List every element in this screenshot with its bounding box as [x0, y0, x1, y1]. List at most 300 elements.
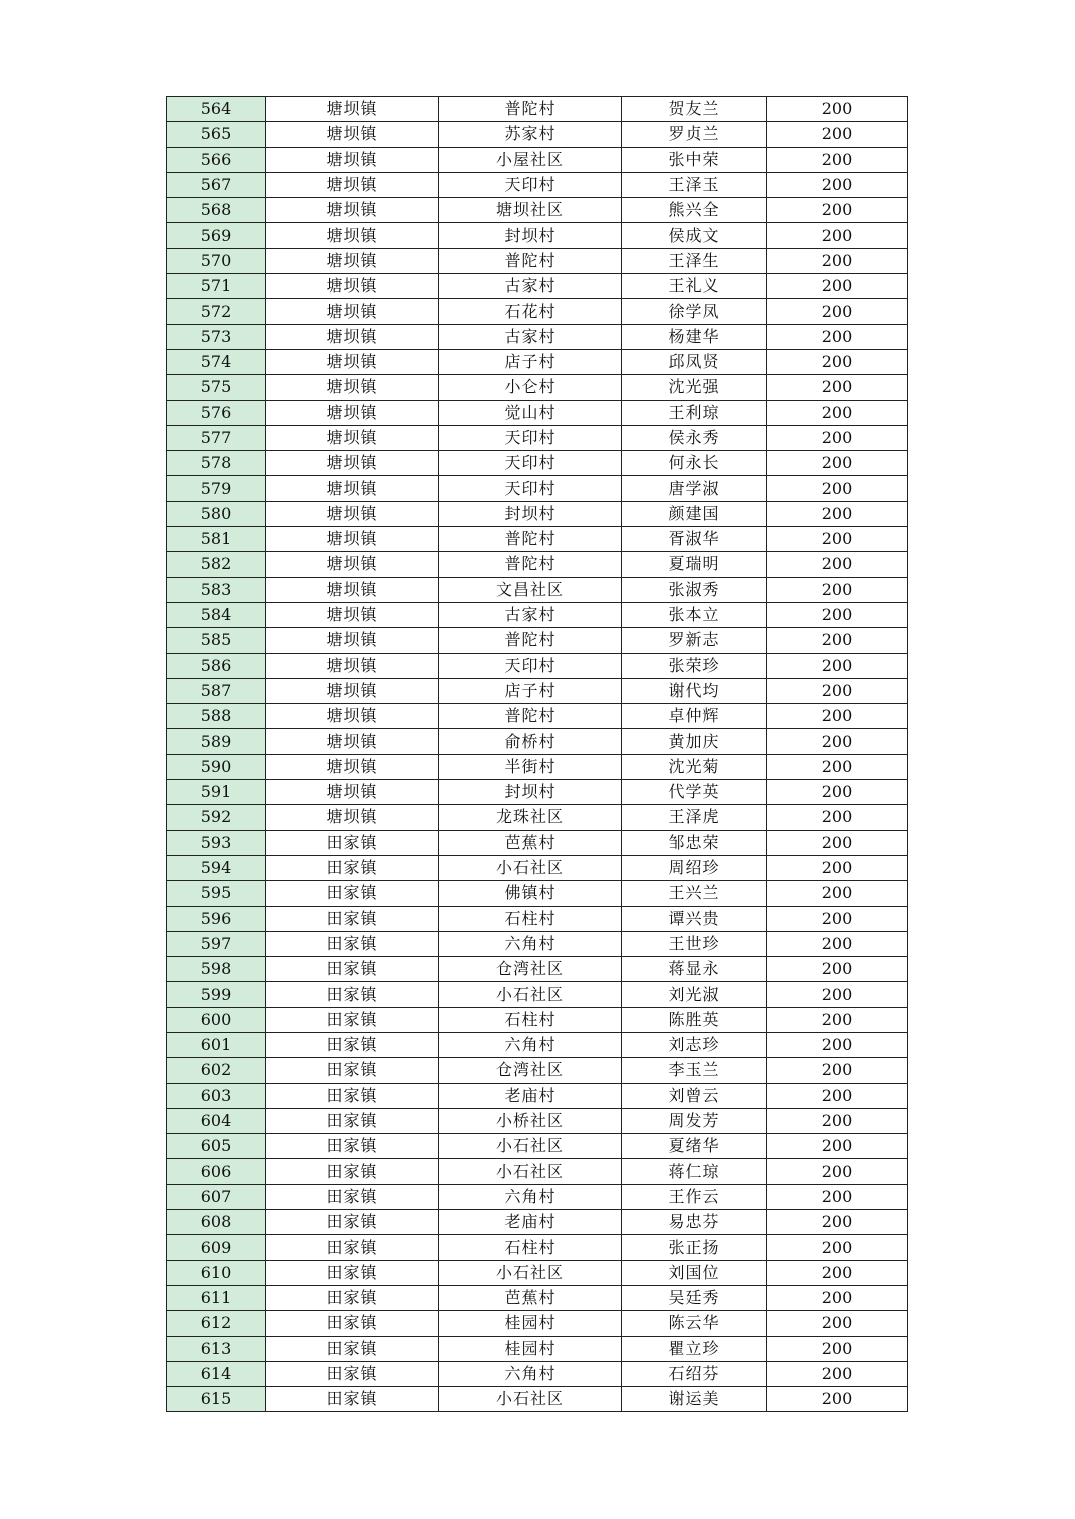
- town-cell: 塘坝镇: [266, 198, 439, 223]
- amount-cell: 200: [767, 198, 908, 223]
- row-index-cell: 603: [167, 1083, 266, 1108]
- village-cell: 桂园村: [439, 1336, 622, 1361]
- village-cell: 天印村: [439, 425, 622, 450]
- town-cell: 塘坝镇: [266, 122, 439, 147]
- table-row: [167, 602, 908, 627]
- name-cell: 刘国位: [622, 1260, 767, 1285]
- village-cell: 文昌社区: [439, 577, 622, 602]
- village-cell: 小屋社区: [439, 147, 622, 172]
- row-index-cell: 610: [167, 1260, 266, 1285]
- name-cell: 侯成文: [622, 223, 767, 248]
- town-cell: 塘坝镇: [266, 501, 439, 526]
- table-row: [167, 754, 908, 779]
- name-cell: 王礼义: [622, 274, 767, 299]
- amount-cell: 200: [767, 1083, 908, 1108]
- amount-cell: 200: [767, 805, 908, 830]
- name-cell: 张中荣: [622, 147, 767, 172]
- village-cell: 小石社区: [439, 1134, 622, 1159]
- name-cell: 蒋显永: [622, 957, 767, 982]
- village-cell: 半街村: [439, 754, 622, 779]
- amount-cell: 200: [767, 1108, 908, 1133]
- row-index-cell: 577: [167, 425, 266, 450]
- row-index-cell: 598: [167, 957, 266, 982]
- name-cell: 颜建国: [622, 501, 767, 526]
- amount-cell: 200: [767, 147, 908, 172]
- row-index-cell: 582: [167, 552, 266, 577]
- town-cell: 塘坝镇: [266, 400, 439, 425]
- table-row: [167, 400, 908, 425]
- amount-cell: 200: [767, 1210, 908, 1235]
- name-cell: 陈胜英: [622, 1007, 767, 1032]
- table-row: [167, 1311, 908, 1336]
- table-row: [167, 172, 908, 197]
- town-cell: 塘坝镇: [266, 602, 439, 627]
- town-cell: 塘坝镇: [266, 324, 439, 349]
- amount-cell: 200: [767, 1159, 908, 1184]
- row-index-cell: 588: [167, 704, 266, 729]
- amount-cell: 200: [767, 1285, 908, 1310]
- town-cell: 塘坝镇: [266, 172, 439, 197]
- name-cell: 杨建华: [622, 324, 767, 349]
- town-cell: 塘坝镇: [266, 653, 439, 678]
- town-cell: 田家镇: [266, 1336, 439, 1361]
- name-cell: 徐学凤: [622, 299, 767, 324]
- row-index-cell: 595: [167, 881, 266, 906]
- town-cell: 塘坝镇: [266, 780, 439, 805]
- name-cell: 代学英: [622, 780, 767, 805]
- table-row: [167, 451, 908, 476]
- amount-cell: 200: [767, 274, 908, 299]
- row-index-cell: 584: [167, 602, 266, 627]
- table-row: [167, 704, 908, 729]
- name-cell: 夏绪华: [622, 1134, 767, 1159]
- amount-cell: 200: [767, 1134, 908, 1159]
- amount-cell: 200: [767, 729, 908, 754]
- town-cell: 田家镇: [266, 855, 439, 880]
- table-row: [167, 1260, 908, 1285]
- row-index-cell: 615: [167, 1387, 266, 1412]
- amount-cell: 200: [767, 425, 908, 450]
- town-cell: 田家镇: [266, 1108, 439, 1133]
- row-index-cell: 585: [167, 628, 266, 653]
- village-cell: 六角村: [439, 1361, 622, 1386]
- name-cell: 熊兴全: [622, 198, 767, 223]
- name-cell: 邹忠荣: [622, 830, 767, 855]
- name-cell: 王世珍: [622, 931, 767, 956]
- name-cell: 王泽生: [622, 248, 767, 273]
- row-index-cell: 580: [167, 501, 266, 526]
- table-row: [167, 274, 908, 299]
- table-row: [167, 1032, 908, 1057]
- amount-cell: 200: [767, 602, 908, 627]
- amount-cell: 200: [767, 1361, 908, 1386]
- row-index-cell: 578: [167, 451, 266, 476]
- row-index-cell: 593: [167, 830, 266, 855]
- amount-cell: 200: [767, 501, 908, 526]
- town-cell: 田家镇: [266, 1058, 439, 1083]
- table-row: [167, 223, 908, 248]
- amount-cell: 200: [767, 653, 908, 678]
- village-cell: 觉山村: [439, 400, 622, 425]
- row-index-cell: 566: [167, 147, 266, 172]
- town-cell: 田家镇: [266, 1387, 439, 1412]
- village-cell: 古家村: [439, 602, 622, 627]
- town-cell: 田家镇: [266, 1007, 439, 1032]
- table-row: [167, 855, 908, 880]
- town-cell: 田家镇: [266, 1361, 439, 1386]
- town-cell: 田家镇: [266, 881, 439, 906]
- row-index-cell: 568: [167, 198, 266, 223]
- amount-cell: 200: [767, 97, 908, 122]
- town-cell: 田家镇: [266, 1032, 439, 1057]
- table-row: [167, 628, 908, 653]
- table-row: [167, 1336, 908, 1361]
- table-row: [167, 552, 908, 577]
- amount-cell: 200: [767, 1260, 908, 1285]
- row-index-cell: 607: [167, 1184, 266, 1209]
- village-cell: 六角村: [439, 1032, 622, 1057]
- name-cell: 瞿立珍: [622, 1336, 767, 1361]
- table-row: [167, 147, 908, 172]
- town-cell: 塘坝镇: [266, 577, 439, 602]
- amount-cell: 200: [767, 552, 908, 577]
- village-cell: 古家村: [439, 274, 622, 299]
- table-row: [167, 349, 908, 374]
- village-cell: 芭蕉村: [439, 830, 622, 855]
- row-index-cell: 565: [167, 122, 266, 147]
- town-cell: 田家镇: [266, 1235, 439, 1260]
- name-cell: 卓仲辉: [622, 704, 767, 729]
- town-cell: 田家镇: [266, 1184, 439, 1209]
- village-cell: 封坝村: [439, 223, 622, 248]
- row-index-cell: 590: [167, 754, 266, 779]
- row-index-cell: 571: [167, 274, 266, 299]
- row-index-cell: 583: [167, 577, 266, 602]
- table-row: [167, 324, 908, 349]
- row-index-cell: 604: [167, 1108, 266, 1133]
- name-cell: 谭兴贵: [622, 906, 767, 931]
- table-row: [167, 1285, 908, 1310]
- name-cell: 吴廷秀: [622, 1285, 767, 1310]
- village-cell: 石柱村: [439, 1007, 622, 1032]
- amount-cell: 200: [767, 122, 908, 147]
- amount-cell: 200: [767, 577, 908, 602]
- row-index-cell: 600: [167, 1007, 266, 1032]
- town-cell: 塘坝镇: [266, 97, 439, 122]
- row-index-cell: 579: [167, 476, 266, 501]
- village-cell: 小石社区: [439, 1260, 622, 1285]
- town-cell: 塘坝镇: [266, 274, 439, 299]
- table-row: [167, 1108, 908, 1133]
- town-cell: 田家镇: [266, 1134, 439, 1159]
- table-row: [167, 1083, 908, 1108]
- table-row: [167, 1159, 908, 1184]
- village-cell: 普陀村: [439, 527, 622, 552]
- town-cell: 塘坝镇: [266, 375, 439, 400]
- amount-cell: 200: [767, 1184, 908, 1209]
- village-cell: 天印村: [439, 653, 622, 678]
- table-row: [167, 653, 908, 678]
- amount-cell: 200: [767, 223, 908, 248]
- table-row: [167, 501, 908, 526]
- town-cell: 塘坝镇: [266, 552, 439, 577]
- town-cell: 田家镇: [266, 931, 439, 956]
- table-row: [167, 881, 908, 906]
- amount-cell: 200: [767, 172, 908, 197]
- table-row: [167, 906, 908, 931]
- name-cell: 黄加庆: [622, 729, 767, 754]
- village-cell: 封坝村: [439, 780, 622, 805]
- row-index-cell: 587: [167, 678, 266, 703]
- town-cell: 塘坝镇: [266, 451, 439, 476]
- name-cell: 王利琼: [622, 400, 767, 425]
- town-cell: 塘坝镇: [266, 223, 439, 248]
- amount-cell: 200: [767, 982, 908, 1007]
- table-row: [167, 1210, 908, 1235]
- row-index-cell: 605: [167, 1134, 266, 1159]
- amount-cell: 200: [767, 906, 908, 931]
- amount-cell: 200: [767, 754, 908, 779]
- row-index-cell: 586: [167, 653, 266, 678]
- table-row: [167, 957, 908, 982]
- amount-cell: 200: [767, 1311, 908, 1336]
- village-cell: 普陀村: [439, 704, 622, 729]
- village-cell: 天印村: [439, 172, 622, 197]
- row-index-cell: 575: [167, 375, 266, 400]
- town-cell: 塘坝镇: [266, 805, 439, 830]
- name-cell: 王兴兰: [622, 881, 767, 906]
- name-cell: 沈光强: [622, 375, 767, 400]
- town-cell: 塘坝镇: [266, 349, 439, 374]
- amount-cell: 200: [767, 476, 908, 501]
- town-cell: 塘坝镇: [266, 425, 439, 450]
- row-index-cell: 599: [167, 982, 266, 1007]
- village-cell: 普陀村: [439, 628, 622, 653]
- row-index-cell: 606: [167, 1159, 266, 1184]
- village-cell: 封坝村: [439, 501, 622, 526]
- table-row: [167, 425, 908, 450]
- name-cell: 谢运美: [622, 1387, 767, 1412]
- village-cell: 小石社区: [439, 982, 622, 1007]
- village-cell: 小桥社区: [439, 1108, 622, 1133]
- town-cell: 田家镇: [266, 1311, 439, 1336]
- table-row: [167, 1007, 908, 1032]
- village-cell: 俞桥村: [439, 729, 622, 754]
- row-index-cell: 601: [167, 1032, 266, 1057]
- village-cell: 店子村: [439, 349, 622, 374]
- amount-cell: 200: [767, 1235, 908, 1260]
- town-cell: 塘坝镇: [266, 678, 439, 703]
- row-index-cell: 597: [167, 931, 266, 956]
- row-index-cell: 609: [167, 1235, 266, 1260]
- town-cell: 塘坝镇: [266, 628, 439, 653]
- village-cell: 六角村: [439, 931, 622, 956]
- amount-cell: 200: [767, 451, 908, 476]
- town-cell: 田家镇: [266, 982, 439, 1007]
- amount-cell: 200: [767, 1336, 908, 1361]
- name-cell: 罗新志: [622, 628, 767, 653]
- village-cell: 苏家村: [439, 122, 622, 147]
- town-cell: 田家镇: [266, 1260, 439, 1285]
- table-row: [167, 1235, 908, 1260]
- village-cell: 小石社区: [439, 855, 622, 880]
- row-index-cell: 576: [167, 400, 266, 425]
- amount-cell: 200: [767, 830, 908, 855]
- town-cell: 塘坝镇: [266, 527, 439, 552]
- amount-cell: 200: [767, 881, 908, 906]
- name-cell: 刘曾云: [622, 1083, 767, 1108]
- amount-cell: 200: [767, 400, 908, 425]
- name-cell: 王泽虎: [622, 805, 767, 830]
- table-row: [167, 982, 908, 1007]
- amount-cell: 200: [767, 628, 908, 653]
- row-index-cell: 581: [167, 527, 266, 552]
- row-index-cell: 613: [167, 1336, 266, 1361]
- table-row: [167, 527, 908, 552]
- row-index-cell: 564: [167, 97, 266, 122]
- name-cell: 易忠芬: [622, 1210, 767, 1235]
- name-cell: 王作云: [622, 1184, 767, 1209]
- amount-cell: 200: [767, 855, 908, 880]
- village-cell: 桂园村: [439, 1311, 622, 1336]
- row-index-cell: 596: [167, 906, 266, 931]
- row-index-cell: 612: [167, 1311, 266, 1336]
- table-body: [167, 97, 908, 1412]
- table-row: [167, 805, 908, 830]
- table-row: [167, 1361, 908, 1386]
- amount-cell: 200: [767, 299, 908, 324]
- name-cell: 沈光菊: [622, 754, 767, 779]
- table-row: [167, 375, 908, 400]
- village-cell: 塘坝社区: [439, 198, 622, 223]
- name-cell: 张正扬: [622, 1235, 767, 1260]
- town-cell: 塘坝镇: [266, 729, 439, 754]
- village-cell: 石花村: [439, 299, 622, 324]
- town-cell: 塘坝镇: [266, 476, 439, 501]
- town-cell: 塘坝镇: [266, 299, 439, 324]
- village-cell: 普陀村: [439, 248, 622, 273]
- name-cell: 贺友兰: [622, 97, 767, 122]
- name-cell: 石绍芬: [622, 1361, 767, 1386]
- amount-cell: 200: [767, 375, 908, 400]
- town-cell: 塘坝镇: [266, 754, 439, 779]
- name-cell: 谢代均: [622, 678, 767, 703]
- table-row: [167, 678, 908, 703]
- amount-cell: 200: [767, 1387, 908, 1412]
- table-row: [167, 780, 908, 805]
- amount-cell: 200: [767, 1007, 908, 1032]
- name-cell: 夏瑞明: [622, 552, 767, 577]
- village-cell: 普陀村: [439, 97, 622, 122]
- village-cell: 小石社区: [439, 1387, 622, 1412]
- town-cell: 田家镇: [266, 830, 439, 855]
- amount-cell: 200: [767, 248, 908, 273]
- town-cell: 田家镇: [266, 957, 439, 982]
- table-row: [167, 97, 908, 122]
- row-index-cell: 602: [167, 1058, 266, 1083]
- amount-cell: 200: [767, 704, 908, 729]
- village-cell: 石柱村: [439, 906, 622, 931]
- table-row: [167, 248, 908, 273]
- name-cell: 罗贞兰: [622, 122, 767, 147]
- name-cell: 蒋仁琼: [622, 1159, 767, 1184]
- row-index-cell: 574: [167, 349, 266, 374]
- name-cell: 王泽玉: [622, 172, 767, 197]
- table-row: [167, 1058, 908, 1083]
- name-cell: 张本立: [622, 602, 767, 627]
- village-cell: 老庙村: [439, 1083, 622, 1108]
- village-cell: 店子村: [439, 678, 622, 703]
- subsidy-list-table: [166, 96, 908, 1412]
- row-index-cell: 570: [167, 248, 266, 273]
- village-cell: 六角村: [439, 1184, 622, 1209]
- row-index-cell: 567: [167, 172, 266, 197]
- table-row: [167, 577, 908, 602]
- amount-cell: 200: [767, 1032, 908, 1057]
- table-row: [167, 198, 908, 223]
- name-cell: 李玉兰: [622, 1058, 767, 1083]
- amount-cell: 200: [767, 931, 908, 956]
- name-cell: 邱凤贤: [622, 349, 767, 374]
- row-index-cell: 611: [167, 1285, 266, 1310]
- row-index-cell: 591: [167, 780, 266, 805]
- town-cell: 田家镇: [266, 906, 439, 931]
- village-cell: 古家村: [439, 324, 622, 349]
- row-index-cell: 608: [167, 1210, 266, 1235]
- village-cell: 普陀村: [439, 552, 622, 577]
- table-row: [167, 729, 908, 754]
- table-row: [167, 299, 908, 324]
- row-index-cell: 594: [167, 855, 266, 880]
- amount-cell: 200: [767, 349, 908, 374]
- village-cell: 仓湾社区: [439, 957, 622, 982]
- town-cell: 塘坝镇: [266, 248, 439, 273]
- name-cell: 胥淑华: [622, 527, 767, 552]
- row-index-cell: 573: [167, 324, 266, 349]
- name-cell: 周发芳: [622, 1108, 767, 1133]
- row-index-cell: 589: [167, 729, 266, 754]
- amount-cell: 200: [767, 1058, 908, 1083]
- name-cell: 刘光淑: [622, 982, 767, 1007]
- town-cell: 田家镇: [266, 1159, 439, 1184]
- village-cell: 小石社区: [439, 1159, 622, 1184]
- name-cell: 侯永秀: [622, 425, 767, 450]
- name-cell: 张淑秀: [622, 577, 767, 602]
- amount-cell: 200: [767, 324, 908, 349]
- table-row: [167, 122, 908, 147]
- table-row: [167, 931, 908, 956]
- village-cell: 石柱村: [439, 1235, 622, 1260]
- name-cell: 何永长: [622, 451, 767, 476]
- village-cell: 佛镇村: [439, 881, 622, 906]
- name-cell: 张荣珍: [622, 653, 767, 678]
- amount-cell: 200: [767, 678, 908, 703]
- town-cell: 田家镇: [266, 1210, 439, 1235]
- name-cell: 唐学淑: [622, 476, 767, 501]
- row-index-cell: 572: [167, 299, 266, 324]
- amount-cell: 200: [767, 957, 908, 982]
- name-cell: 陈云华: [622, 1311, 767, 1336]
- town-cell: 塘坝镇: [266, 704, 439, 729]
- table-row: [167, 830, 908, 855]
- amount-cell: 200: [767, 780, 908, 805]
- town-cell: 田家镇: [266, 1285, 439, 1310]
- village-cell: 天印村: [439, 451, 622, 476]
- name-cell: 周绍珍: [622, 855, 767, 880]
- town-cell: 塘坝镇: [266, 147, 439, 172]
- village-cell: 天印村: [439, 476, 622, 501]
- table-row: [167, 476, 908, 501]
